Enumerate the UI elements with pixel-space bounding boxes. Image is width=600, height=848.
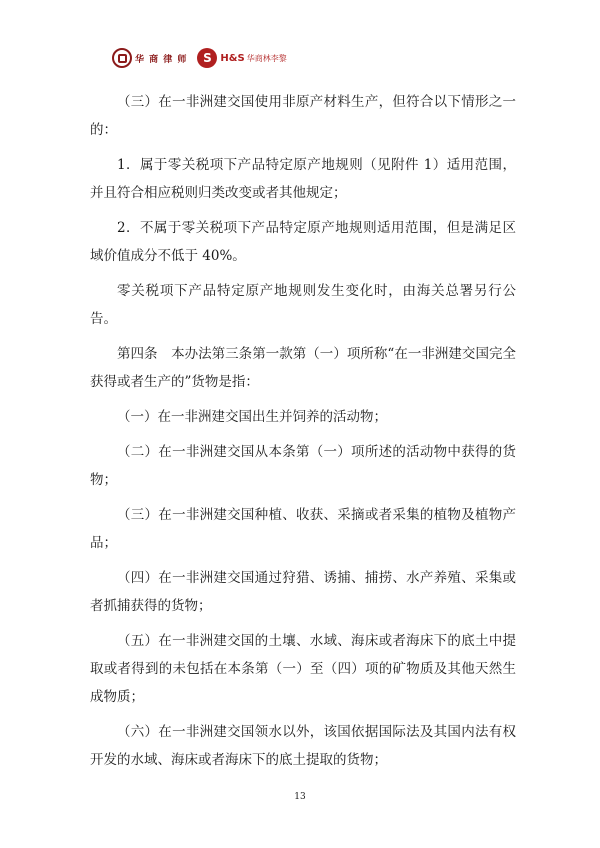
document-body: [90, 88, 516, 774]
partner-logo-icon: S: [197, 48, 217, 68]
paragraph-rule-change: 零关税项下产品特定原产地规则发生变化时，由海关总署另行公告。: [90, 283, 516, 327]
paragraph-item-2: 2．不属于零关税项下产品特定原产地规则适用范围，但是满足区域价值成分不低于 40%。: [90, 220, 516, 264]
paragraph-article-4-item-1: （一）在一非洲建交国出生并饲养的活动物；: [117, 409, 387, 425]
paragraph-article-4-item-6: （六）在一非洲建交国领水以外，该国依据国际法及其国内法有权开发的水域、海床或者海床下的底土提取的货物；: [90, 724, 516, 768]
paragraph-article-4-item-3: （三）在一非洲建交国种植、收获、采摘或者采集的植物及植物产品；: [90, 507, 516, 551]
partner-logo-text: H&S: [220, 52, 245, 64]
partner-logo-subtext: 华商林李黎: [246, 53, 287, 63]
paragraph-item-1: 1．属于零关税项下产品特定原产地规则（见附件 1）适用范围，并且符合相应税则归类改变或者其他规定；: [90, 157, 516, 201]
paragraph-article-4: 第四条 本办法第三条第一款第（一）项所称“在一非洲建交国完全获得或者生产的”货物是指：: [90, 346, 516, 390]
firm-logo-text: 华 商 律 师: [135, 54, 188, 65]
partner-logo: [191, 48, 286, 68]
page-number: 13: [294, 792, 306, 802]
paragraph-article-4-item-5: （五）在一非洲建交国的土壤、水域、海床或者海床下的底土中提取或者得到的未包括在本条第（一）至（四）项的矿物质及其他天然生成物质；: [90, 633, 516, 705]
firm-logo: [112, 48, 187, 68]
paragraph-article-4-item-4: （四）在一非洲建交国通过狩猎、诱捕、捕捞、水产养殖、采集或者抓捕获得的货物；: [90, 570, 516, 614]
paragraph-article-4-item-2: （二）在一非洲建交国从本条第（一）项所述的活动物中获得的货物；: [90, 444, 516, 488]
paragraph-clause-3: （三）在一非洲建交国使用非原产材料生产，但符合以下情形之一的：: [90, 94, 516, 138]
header-logos: [112, 46, 287, 70]
firm-logo-icon: [112, 48, 132, 68]
